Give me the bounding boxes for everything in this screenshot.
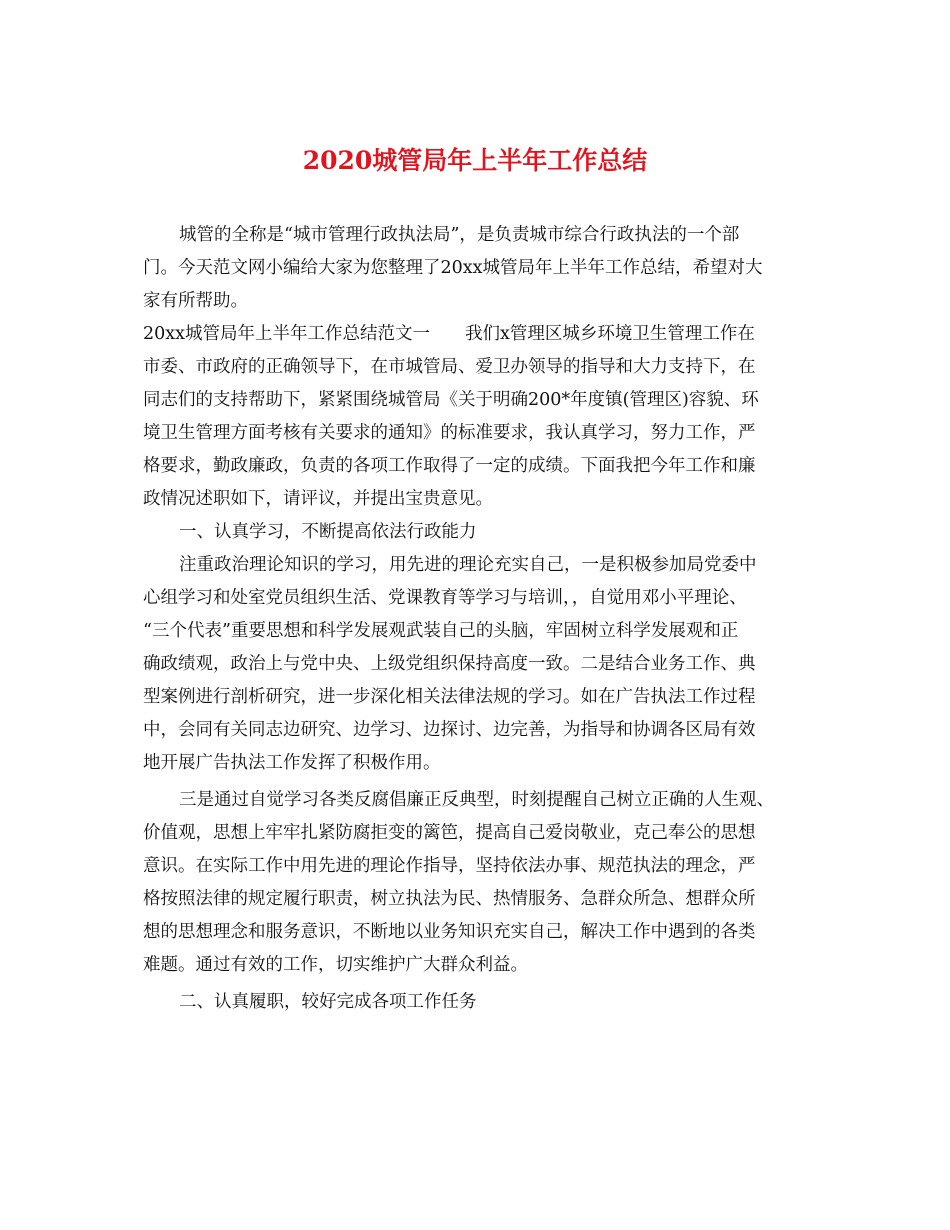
body-line-study-3: “三个代表”重要思想和科学发展观武装自己的头脑，牢固树立科学发展观和正 — [143, 621, 739, 641]
body-line-study-7: 地开展广告执法工作发挥了积极作用。 — [143, 753, 441, 773]
body-line-third-4: 格按照法律的规定履行职责，树立执法为民、热情服务、急群众所急、想群众所 — [143, 889, 756, 909]
document-body — [143, 219, 808, 1019]
body-line-third-3: 意识。在实际工作中用先进的理论作指导，坚持依法办事、规范执法的理念，严 — [143, 856, 756, 876]
section-heading-2: 二、认真履职，较好完成各项工作任务 — [179, 992, 477, 1012]
body-line-report-3: 同志们的支持帮助下，紧紧围绕城管局《关于明确200*年度镇(管理区)容貌、环 — [143, 390, 759, 410]
body-line-study-5: 型案例进行剖析研究，进一步深化相关法律法规的学习。如在广告执法工作过程 — [143, 687, 756, 707]
body-line-intro-1: 城管的全称是“城市管理行政执法局”，是负责城市综合行政执法的一个部 — [179, 225, 740, 245]
body-line-intro-2: 门。今天范文网小编给大家为您整理了20xx城管局年上半年工作总结，希望对大 — [143, 258, 763, 278]
document-title: 2020城管局年上半年工作总结 — [302, 146, 648, 175]
body-line-third-5: 想的思想理念和服务意识，不断地以业务知识充实自己，解决工作中遇到的各类 — [143, 922, 756, 942]
body-line-study-6: 中，会同有关同志边研究、边学习、边探讨、边完善，为指导和协调各区局有效 — [143, 720, 756, 740]
body-line-third-6: 难题。通过有效的工作，切实维护广大群众利益。 — [143, 955, 528, 975]
body-line-third-1: 三是通过自觉学习各类反腐倡廉正反典型，时刻提醒自己树立正确的人生观、 — [179, 790, 774, 810]
body-line-report-2: 市委、市政府的正确领导下，在市城管局、爱卫办领导的指导和大力支持下，在 — [143, 357, 756, 377]
body-line-study-1: 注重政治理论知识的学习，用先进的理论充实自己，一是积极参加局党委中 — [179, 555, 757, 575]
body-line-report-6: 政情况述职如下，请评议，并提出宝贵意见。 — [143, 489, 493, 509]
body-line-third-2: 价值观，思想上牢牢扎紧防腐拒变的篱笆，提高自己爱岗敬业，克己奉公的思想 — [143, 823, 756, 843]
body-line-study-2: 心组学习和处室党员组织生活、党课教育等学习与培训，，自觉用邓小平理论、 — [143, 588, 747, 608]
body-line-intro-3: 家有所帮助。 — [143, 291, 248, 311]
body-line-report-4: 境卫生管理方面考核有关要求的通知》的标准要求，我认真学习，努力工作，严 — [143, 423, 756, 443]
section-heading-1: 一、认真学习，不断提高依法行政能力 — [179, 522, 477, 542]
body-line-report-5: 格要求，勤政廉政，负责的各项工作取得了一定的成绩。下面我把今年工作和廉 — [143, 456, 756, 476]
body-line-report-1: 20xx城管局年上半年工作总结范文一 我们x管理区城乡环境卫生管理工作在 — [143, 324, 755, 344]
body-line-study-4: 确政绩观，政治上与党中央、上级党组织保持高度一致。二是结合业务工作、典 — [143, 654, 756, 674]
